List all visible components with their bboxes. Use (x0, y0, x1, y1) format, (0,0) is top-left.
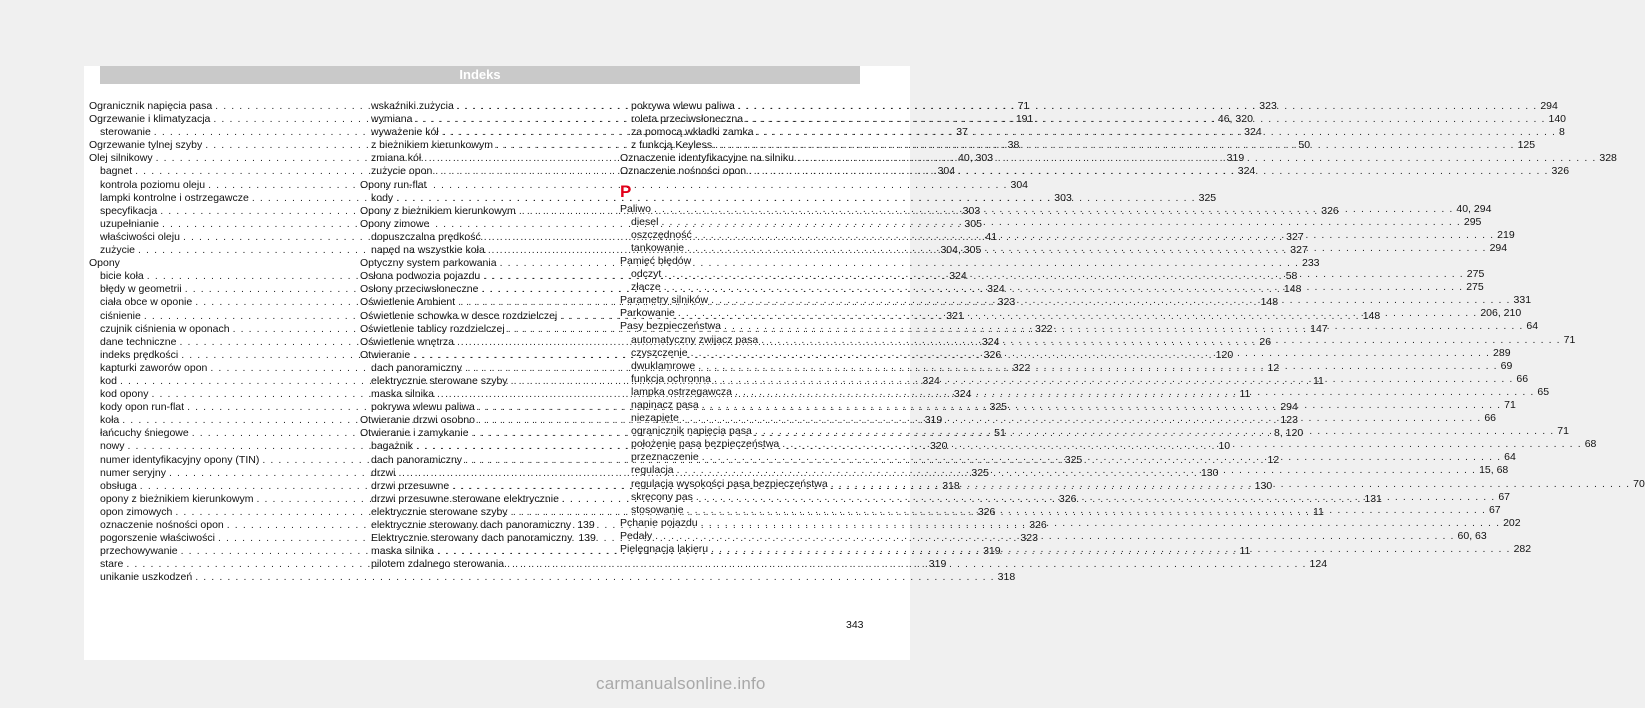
entry-term: lampka ostrzegawcza (631, 385, 732, 398)
entry-term: ciśnienie (100, 309, 141, 322)
entry-page-ref: 233 (1302, 257, 1320, 270)
dot-leader (654, 203, 1453, 216)
index-subentry (360, 532, 596, 545)
entry-term: kody (371, 191, 394, 204)
entry-term: wyważenie kół (371, 126, 439, 139)
dot-leader (715, 139, 1514, 152)
dot-leader (195, 571, 994, 584)
entry-term: Pielęgnacja lakieru (620, 543, 709, 555)
entry-term: pokrywa wlewu paliwa (631, 100, 735, 112)
entry-term: Oznaczenie nośności opon (620, 165, 747, 178)
entry-term: Oznaczenie identyfikacyjne na silniku (620, 152, 794, 165)
entry-page-ref: 58 (1285, 270, 1298, 283)
entry-term: kontrola poziomu oleju (100, 178, 206, 191)
entry-page-ref: 304 (937, 165, 956, 178)
entry-term: opon zimowych (100, 505, 173, 518)
entry-page-ref: 325 (989, 401, 1008, 414)
dot-leader (749, 165, 1548, 178)
entry-page-ref: 294 (1489, 241, 1508, 254)
entry-page-ref: 325 (971, 466, 989, 479)
entry-term: zmiana kół (371, 152, 422, 165)
entry-page-ref: 323 (1259, 100, 1277, 112)
entry-term: unikanie uszkodzeń (100, 571, 193, 584)
entry-page-ref: 324 (1237, 165, 1256, 178)
entry-term: Parkowanie (620, 307, 675, 320)
dot-leader (691, 347, 1490, 360)
entry-term: kapturki zaworów opon (100, 361, 208, 374)
entry-page-ref: 67 (1498, 490, 1510, 503)
index-entry (360, 179, 588, 192)
entry-page-ref: 295 (1463, 215, 1482, 228)
entry-term: roleta przeciwsłoneczna (631, 113, 744, 126)
entry-page-ref: 325 (1064, 453, 1083, 466)
entry-page-ref: 319 (924, 414, 943, 427)
entry-term: Opony z bieżnikiem kierunkowym (360, 204, 516, 217)
entry-page-ref: 71 (1557, 425, 1569, 438)
entry-term: Oświetlenie schowka w desce rozdzielczej (360, 309, 558, 322)
entry-term: drzwi przesuwne sterowane elektrycznie (371, 492, 559, 505)
dot-leader (702, 451, 1501, 464)
entry-page-ref: 275 (1466, 281, 1484, 294)
entry-term: Pchanie pojazdu (620, 516, 698, 529)
entry-page-ref: 206, 210 (1480, 307, 1522, 320)
entry-page-ref: 131 (1364, 492, 1382, 505)
entry-page-ref: 66 (1516, 372, 1529, 385)
entry-term: koła (100, 414, 120, 427)
entry-page-ref: 130 (1254, 479, 1273, 492)
entry-term: lampki kontrolne i ostrzegawcze (100, 191, 249, 204)
dot-leader (696, 491, 1495, 504)
entry-page-ref: 331 (1513, 294, 1532, 307)
entry-term: Osłony przeciwsłoneczne (360, 283, 479, 296)
entry-term: dane techniczne (100, 335, 177, 348)
entry-term: elektrycznie sterowany dach panoramiczny (371, 519, 572, 531)
entry-term: położenie pasa bezpieczeństwa (631, 438, 780, 451)
entry-term: obsługa (100, 479, 137, 492)
page-number: 343 (846, 619, 864, 631)
entry-page-ref: 326 (1321, 204, 1339, 217)
entry-page-ref: 140 (1548, 113, 1567, 126)
entry-page-ref: 147 (1310, 322, 1328, 335)
entry-term: przeznaczenie (631, 451, 699, 464)
entry-term: Opony run-flat (360, 178, 427, 191)
entry-page-ref: 326 (1029, 519, 1047, 531)
entry-page-ref: 294 (1540, 100, 1558, 112)
entry-page-ref: 324 (981, 335, 1000, 348)
dot-leader (702, 399, 1501, 412)
entry-page-ref: 12 (1267, 361, 1280, 374)
entry-term: drzwi przesuwne (371, 479, 450, 492)
entry-term: Optyczny system parkowania (360, 257, 497, 270)
entry-term: skręcony pas (631, 490, 693, 503)
entry-page-ref: 319 (983, 545, 1001, 558)
entry-page-ref: 324 (1244, 126, 1262, 139)
entry-page-ref: 320 (929, 440, 948, 453)
entry-term: Pamięć błędów (620, 254, 692, 267)
entry-term: dach panoramiczny (371, 361, 463, 374)
entry-page-ref: 51 (994, 427, 1006, 440)
entry-page-ref: 8 (1559, 126, 1565, 139)
entry-page-ref: 41 (985, 230, 998, 243)
entry-term: z bieżnikiem kierunkowym (371, 139, 493, 152)
entry-page-ref: 289 (1493, 346, 1511, 359)
entry-page-ref: 324 (953, 388, 972, 401)
entry-term: regulacja (631, 464, 674, 477)
entry-page-ref: 148 (1362, 309, 1381, 322)
dot-leader (682, 412, 1481, 425)
entry-term: Otwieranie drzwi osobno (360, 414, 475, 427)
dot-leader (714, 373, 1513, 386)
entry-page-ref: 275 (1466, 268, 1485, 281)
entry-term: napinacz pasa (631, 398, 699, 411)
entry-page-ref: 26 (1259, 335, 1272, 348)
entry-term: Ogranicznik napięcia pasa (89, 100, 213, 112)
dot-leader (698, 360, 1497, 373)
entry-page-ref: 70 (1633, 477, 1645, 490)
entry-term: dwuklamrowe (631, 359, 696, 372)
dot-leader (678, 307, 1477, 320)
entry-term: Oświetlenie tablicy rozdzielczej (360, 322, 505, 335)
entry-term: sterowanie (100, 126, 151, 139)
entry-page-ref: 124 (1309, 558, 1328, 571)
entry-page-ref: 11 (1313, 374, 1324, 387)
entry-page-ref: 304, 305 (940, 244, 982, 257)
entry-term: Pedały (620, 529, 653, 542)
dot-leader (711, 294, 1510, 307)
dot-leader (761, 334, 1560, 347)
entry-term: numer identyfikacyjny opony (TIN) (100, 453, 260, 466)
entry-page-ref: 68 (1584, 438, 1597, 451)
entry-page-ref: 303 (962, 204, 981, 217)
entry-page-ref: 46, 320 (1217, 113, 1253, 126)
entry-term: pilotem zdalnego sterowania (371, 558, 505, 571)
entry-page-ref: 282 (1513, 543, 1532, 555)
dot-leader (738, 100, 1537, 113)
entry-term: funkcja ochronna (631, 372, 711, 385)
entry-page-ref: 71 (1504, 398, 1516, 411)
entry-page-ref: 139 (577, 519, 595, 531)
entry-term: ciała obce w oponie (100, 296, 193, 309)
index-entry (620, 255, 848, 268)
dot-leader (664, 281, 1463, 294)
entry-term: elektrycznie sterowane szyby (371, 374, 508, 387)
entry-term: Parametry silników (620, 294, 709, 307)
entry-page-ref: 71 (1563, 333, 1576, 346)
dot-leader (797, 152, 1596, 165)
entry-term: właściwości oleju (100, 230, 180, 243)
entry-term: Oświetlenie wnętrza (360, 335, 454, 348)
entry-term: bicie koła (100, 270, 144, 283)
entry-term: uzupełnianie (100, 217, 159, 230)
dot-leader (655, 530, 1454, 543)
entry-page-ref: 322 (1035, 322, 1053, 335)
entry-term: kody opon run-flat (100, 401, 185, 414)
entry-term: napęd na wszystkie koła (371, 244, 485, 257)
entry-term: Ogrzewanie tylnej szyby (89, 139, 203, 152)
dot-leader (711, 543, 1510, 556)
entry-page-ref: 319 (928, 558, 947, 571)
entry-term: stosowanie (631, 503, 684, 516)
entry-page-ref: 294 (1280, 401, 1298, 414)
entry-page-ref: 60, 63 (1457, 529, 1487, 542)
entry-page-ref: 12 (1267, 453, 1280, 466)
entry-term: kod opony (100, 388, 149, 401)
entry-term: Opony zimowe (360, 217, 430, 230)
entry-page-ref: 40, 303 (958, 152, 994, 165)
entry-term: zużycie opon (371, 165, 433, 178)
dot-leader (724, 320, 1523, 333)
entry-term: Elektrycznie sterowany dach panoramiczny (371, 532, 573, 545)
entry-term: nowy (100, 440, 125, 453)
entry-page-ref: 326 (1551, 165, 1570, 178)
entry-page-ref: 202 (1503, 516, 1521, 529)
entry-page-ref: 65 (1537, 385, 1550, 398)
entry-term: pogorszenie właściwości (100, 532, 215, 545)
entry-term: numer seryjny (100, 466, 166, 479)
entry-term: drzwi (371, 466, 396, 479)
entry-page-ref: 10 (1218, 440, 1231, 453)
entry-page-ref: 319 (1226, 152, 1245, 165)
dot-leader (755, 425, 1554, 438)
entry-term: automatyczny zwijacz pasa (631, 333, 759, 346)
entry-page-ref: 325 (1198, 191, 1217, 204)
entry-page-ref: 139 (578, 532, 596, 545)
entry-page-ref: 50 (1298, 139, 1311, 152)
entry-page-ref: 326 (1058, 492, 1077, 505)
entry-page-ref: 11 (1313, 505, 1324, 518)
entry-page-ref: 64 (1526, 320, 1539, 333)
entry-term: bagażnik (371, 440, 414, 453)
entry-term: bagnet (100, 165, 133, 178)
entry-page-ref: 125 (1517, 139, 1536, 152)
entry-term: błędy w geometrii (100, 283, 182, 296)
entry-term: złącze (631, 281, 661, 294)
dot-leader (208, 179, 1007, 192)
entry-term: tankowanie (631, 241, 685, 254)
entry-page-ref: 71 (1017, 100, 1030, 112)
entry-term: odczyt (631, 268, 662, 281)
entry-term: czujnik ciśnienia w oponach (100, 322, 230, 335)
entry-term: za pomocą wkładki zamka (631, 126, 754, 139)
entry-term: Pasy bezpieczeństwa (620, 320, 721, 333)
entry-page-ref: 321 (946, 309, 964, 322)
entry-term: łańcuchy śniegowe (100, 427, 189, 440)
dot-leader (701, 517, 1500, 530)
entry-page-ref: 67 (1488, 503, 1501, 516)
entry-page-ref: 327 (1290, 244, 1308, 257)
entry-term: stare (100, 558, 124, 571)
dot-leader (687, 504, 1486, 517)
entry-page-ref: 148 (1260, 296, 1279, 309)
entry-term: Ogrzewanie i klimatyzacja (89, 113, 211, 126)
entry-term: czyszczenie (631, 346, 688, 359)
index-entry (89, 257, 317, 270)
dot-leader (507, 558, 1306, 571)
entry-term: maska silnika (371, 545, 435, 558)
entry-term: Opony (89, 257, 120, 270)
entry-page-ref: 326 (977, 505, 996, 518)
entry-term: regulacja wysokości pasa bezpieczeństwa (631, 477, 828, 490)
entry-term: oszczędność (631, 228, 692, 241)
index-section-letter: P (620, 181, 632, 201)
dot-leader (735, 386, 1534, 399)
entry-term: diesel (631, 215, 659, 228)
entry-term: pokrywa wlewu paliwa (371, 401, 475, 414)
entry-term: opony z bieżnikiem kierunkowym (100, 492, 254, 505)
entry-term: elektrycznie sterowane szyby (371, 505, 508, 518)
entry-term: ogranicznik napięcia pasa (631, 425, 752, 438)
entry-page-ref: 323 (1020, 532, 1038, 545)
dot-leader (687, 242, 1486, 255)
entry-term: dach panoramiczny (371, 453, 463, 466)
entry-page-ref: 219 (1497, 228, 1515, 241)
dot-leader (746, 113, 1545, 126)
index-header: Indeks (100, 66, 860, 84)
index-subentry (360, 519, 595, 532)
entry-page-ref: 40, 294 (1456, 202, 1492, 215)
entry-page-ref: 38 (1007, 139, 1020, 152)
entry-term: Oświetlenie Ambient (360, 296, 456, 309)
entry-page-ref: 326 (983, 348, 1002, 361)
index-entry (360, 218, 588, 231)
entry-term: wymiana (371, 113, 413, 126)
entry-page-ref: 37 (956, 126, 968, 139)
dot-leader (664, 268, 1463, 281)
entry-term: Otwieranie (360, 348, 411, 361)
dot-leader (677, 464, 1476, 477)
entry-page-ref: 327 (1286, 230, 1304, 243)
entry-term: dopuszczalna prędkość (371, 230, 481, 243)
entry-page-ref: 305 (964, 217, 982, 230)
entry-page-ref: 64 (1504, 451, 1516, 464)
entry-page-ref: 322 (1012, 361, 1031, 374)
watermark: carmanualsonline.info (596, 674, 766, 693)
entry-page-ref: 318 (942, 479, 960, 492)
entry-page-ref: 120 (1215, 348, 1234, 361)
entry-page-ref: 324 (949, 270, 967, 283)
entry-page-ref: 191 (1015, 113, 1034, 126)
dot-leader (757, 126, 1556, 139)
entry-page-ref: 8, 120 (1273, 427, 1304, 440)
entry-page-ref: 324 (922, 374, 940, 387)
entry-term: niezapięte (631, 412, 679, 425)
dot-leader (695, 229, 1494, 242)
entry-page-ref: 130 (1200, 466, 1219, 479)
entry-page-ref: 11 (1239, 545, 1251, 558)
entry-term: kod (100, 374, 117, 387)
entry-page-ref: 148 (1283, 283, 1302, 296)
entry-page-ref: 303 (1054, 191, 1072, 204)
entry-page-ref: 323 (997, 296, 1016, 309)
entry-term: z funkcją Keyless (631, 139, 713, 152)
dot-leader (831, 478, 1630, 491)
entry-term: Paliwo (620, 202, 651, 215)
entry-term: indeks prędkości (100, 348, 179, 361)
entry-page-ref: 318 (997, 571, 1016, 584)
entry-page-ref: 304 (1010, 178, 1029, 191)
index-subentry (89, 571, 1016, 584)
dot-leader (661, 216, 1460, 229)
entry-term: maska silnika (371, 388, 435, 401)
entry-term: Otwieranie i zamykanie (360, 427, 469, 440)
entry-term: Osłona podwozia pojazdu (360, 270, 481, 283)
entry-term: wskaźniki zużycia (371, 100, 454, 112)
dot-leader (782, 438, 1581, 451)
entry-page-ref: 69 (1500, 359, 1513, 372)
entry-page-ref: 328 (1599, 152, 1617, 165)
entry-page-ref: 123 (1280, 414, 1298, 427)
entry-term: przechowywanie (100, 545, 178, 558)
entry-page-ref: 11 (1239, 388, 1251, 401)
entry-page-ref: 324 (987, 283, 1005, 296)
entry-term: Olej silnikowy (89, 152, 153, 165)
entry-page-ref: 15, 68 (1479, 464, 1509, 477)
entry-term: specyfikacja (100, 204, 158, 217)
entry-term: oznaczenie nośności opon (100, 519, 224, 531)
entry-term: zużycie (100, 244, 136, 257)
entry-page-ref: 66 (1484, 412, 1496, 425)
